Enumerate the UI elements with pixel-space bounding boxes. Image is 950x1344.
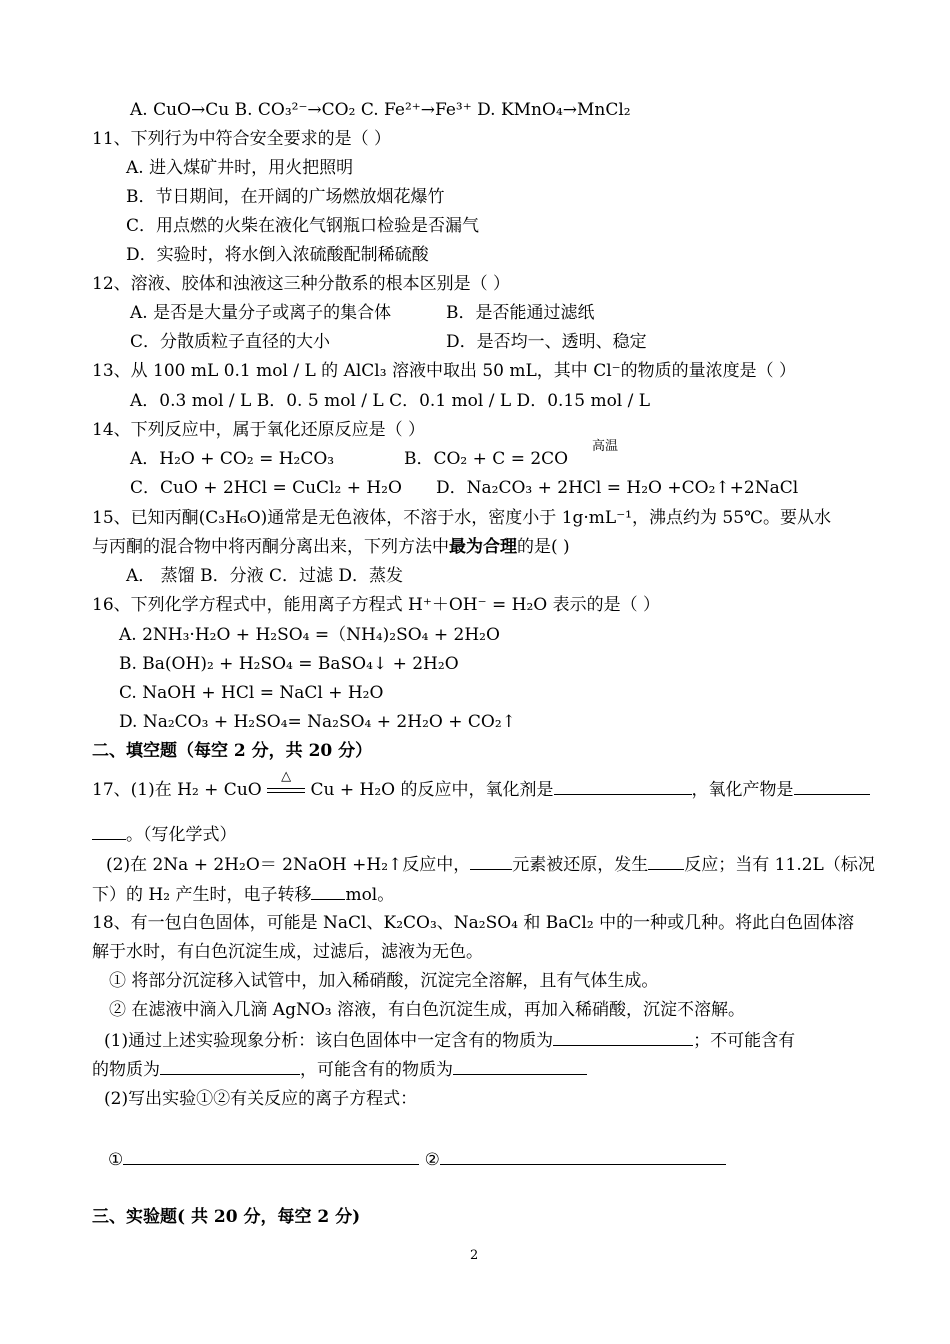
heating-triangle-mark: △ xyxy=(281,769,292,784)
q10-options: A. CuO→Cu B. CO₃²⁻→CO₂ C. Fe²⁺→Fe³⁺ D. KMnO₄→MnCl₂ xyxy=(130,100,631,120)
q17-line3-pre: (2)在 2Na + 2H₂O＝ 2NaOH +H₂↑反应中， xyxy=(106,855,471,875)
q12-option-b: B．是否能通过滤纸 xyxy=(446,303,595,323)
q17-line2 xyxy=(92,823,237,846)
q18-must-contain-blank[interactable] xyxy=(553,1029,693,1046)
q16-option-d: D. Na₂CO₃ + H₂SO₄= Na₂SO₄ + 2H₂O + CO₂↑ xyxy=(119,712,516,732)
q18-eq1-mark: ① xyxy=(108,1150,124,1170)
q11-option-a: A. 进入煤矿井时，用火把照明 xyxy=(126,158,354,178)
q14-option-b: B．CO₂ + C = 2CO xyxy=(404,449,569,469)
q16-option-a: A. 2NH₃·H₂O + H₂SO₄ =（NH₄)₂SO₄ + 2H₂O xyxy=(119,625,500,645)
q11-stem: 11、下列行为中符合安全要求的是（ ） xyxy=(92,129,392,149)
q12-option-a: A. 是否是大量分子或离子的集合体 xyxy=(130,303,392,323)
q17-line4 xyxy=(92,883,394,906)
q18-equation-lines xyxy=(108,1148,726,1171)
q18-p1b-pre: 的物质为 xyxy=(92,1060,160,1080)
equal-bars xyxy=(267,788,305,793)
q18-p1-pre: (1)通过上述实验现象分析：该白色固体中一定含有的物质为 xyxy=(104,1031,554,1051)
q17-electron-blank[interactable] xyxy=(311,883,345,900)
q18-line1: 18、有一包白色固体，可能是 NaCl、K₂CO₃、Na₂SO₄ 和 BaCl₂ 中的一种或几种。将此白色固体溶 xyxy=(92,913,855,933)
q16-option-c: C. NaOH + HCl = NaCl + H₂O xyxy=(119,683,384,703)
q14-condition-label: 高温 xyxy=(592,439,619,454)
q17-product-blank-cont[interactable] xyxy=(92,823,126,840)
section-3-heading: 三、实验题( 共 20 分，每空 2 分) xyxy=(92,1207,361,1227)
q14-option-a: A．H₂O + CO₂ = H₂CO₃ xyxy=(130,449,335,469)
q17-line1 xyxy=(92,769,870,801)
q17-line1-pre: 17、(1)在 H₂ + CuO xyxy=(92,780,268,800)
q17-reaction-blank[interactable] xyxy=(648,853,684,870)
q18-part1-line1 xyxy=(104,1029,795,1052)
q13-stem: 13、从 100 mL 0.1 mol / L 的 AlCl₃ 溶液中取出 50 mL，其中 Cl⁻的物质的量浓度是（ ） xyxy=(92,361,797,381)
q17-line3-mid1: 元素被还原，发生 xyxy=(512,855,649,875)
q12-option-c: C．分散质粒子直径的大小 xyxy=(130,332,331,352)
q15-emphasis: 最为合理 xyxy=(449,537,517,557)
q18-eq2-mark: ② xyxy=(424,1150,440,1170)
q18-p1-post: ；不可能含有 xyxy=(693,1031,796,1051)
q17-line3 xyxy=(106,853,875,876)
q17-oxidizer-blank[interactable] xyxy=(554,778,692,795)
q11-option-c: C．用点燃的火柴在液化气钢瓶口检验是否漏气 xyxy=(126,216,480,236)
q18-equation1-blank[interactable] xyxy=(123,1148,419,1165)
q17-line3-mid2: 反应；当有 11.2L（标况 xyxy=(684,855,875,875)
q17-line4-pre: 下）的 H₂ 产生时，电子转移 xyxy=(92,885,312,905)
q16-option-b: B. Ba(OH)₂ + H₂SO₄ = BaSO₄↓ + 2H₂O xyxy=(119,654,459,674)
heating-equal-sign xyxy=(267,769,305,801)
q18-step2: ② 在滤液中滴入几滴 AgNO₃ 溶液，有白色沉淀生成，再加入稀硝酸，沉淀不溶解。 xyxy=(109,1000,745,1020)
q18-cannot-contain-blank[interactable] xyxy=(160,1058,300,1075)
q13-options: A．0.3 mol / L B．0. 5 mol / L C．0.1 mol / L D．0.15 mol / L xyxy=(130,391,651,411)
q15-line2-post: 的是( ) xyxy=(517,537,570,557)
q12-option-d: D．是否均一、透明、稳定 xyxy=(446,332,647,352)
q11-option-d: D．实验时，将水倒入浓硫酸配制稀硫酸 xyxy=(126,245,429,265)
q11-option-b: B．节日期间，在开阔的广场燃放烟花爆竹 xyxy=(126,187,445,207)
q15-line1: 15、已知丙酮(C₃H₆O)通常是无色液体，不溶于水，密度小于 1g·mL⁻¹，沸点约为 55℃。要从水 xyxy=(92,508,832,528)
q17-line4-post: mol。 xyxy=(345,885,395,905)
q18-part1-line2 xyxy=(92,1058,587,1081)
q12-stem: 12、溶液、胶体和浊液这三种分散系的根本区别是（ ） xyxy=(92,274,511,294)
q18-part2: (2)写出实验①②有关反应的离子方程式： xyxy=(104,1089,418,1109)
q17-line1-post: Cu + H₂O 的反应中，氧化剂是 xyxy=(305,780,554,800)
q14-option-d: D．Na₂CO₃ + 2HCl = H₂O +CO₂↑+2NaCl xyxy=(436,478,799,498)
q18-line2: 解于水时，有白色沉淀生成，过滤后，滤液为无色。 xyxy=(92,942,483,962)
q17-line1-mid: ，氧化产物是 xyxy=(691,780,794,800)
page-number: 2 xyxy=(470,1248,479,1263)
q15-line2-pre: 与丙酮的混合物中将丙酮分离出来，下列方法中 xyxy=(92,537,449,557)
q14-option-c: C．CuO + 2HCl = CuCl₂ + H₂O xyxy=(130,478,402,498)
q16-stem: 16、下列化学方程式中，能用离子方程式 H⁺＋OH⁻ = H₂O 表示的是（ ） xyxy=(92,595,661,615)
q14-stem: 14、下列反应中，属于氧化还原反应是（ ） xyxy=(92,420,426,440)
q17-product-blank[interactable] xyxy=(794,778,870,795)
q18-may-contain-blank[interactable] xyxy=(453,1058,587,1075)
q18-equation2-blank[interactable] xyxy=(440,1148,726,1165)
q18-p1b-mid: ，可能含有的物质为 xyxy=(300,1060,453,1080)
q15-line2 xyxy=(92,536,570,558)
section-2-heading: 二、填空题（每空 2 分，共 20 分） xyxy=(92,741,373,761)
q17-line2-text: 。（写化学式） xyxy=(126,825,237,845)
q15-options: A． 蒸馏 B．分液 C．过滤 D．蒸发 xyxy=(126,566,404,586)
q17-element-blank[interactable] xyxy=(470,853,512,870)
q18-step1: ① 将部分沉淀移入试管中，加入稀硝酸，沉淀完全溶解，且有气体生成。 xyxy=(109,971,659,991)
